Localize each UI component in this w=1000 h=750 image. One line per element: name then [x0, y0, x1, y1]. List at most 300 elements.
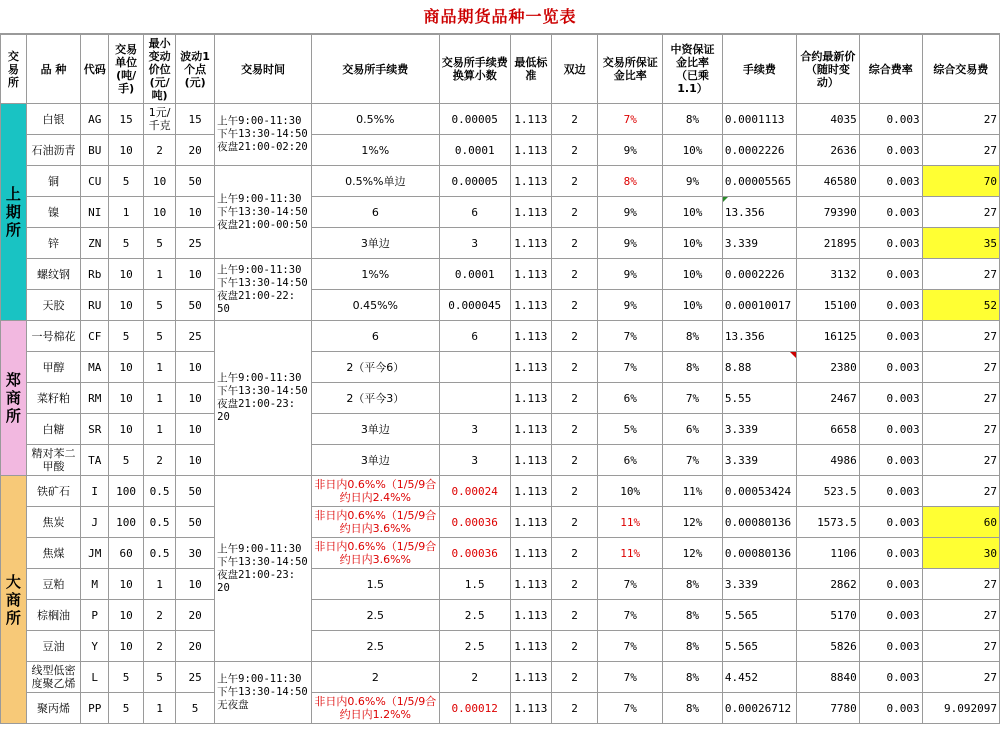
fee-cell[interactable]: 8.88	[722, 352, 796, 383]
code-cell[interactable]: ZN	[81, 228, 109, 259]
code-cell[interactable]: JM	[81, 538, 109, 569]
rate-cell[interactable]: 0.003	[859, 228, 922, 259]
exchange-fee-cell[interactable]: 2（平今6）	[311, 352, 439, 383]
name-cell[interactable]: 甲醇	[26, 352, 81, 383]
latest-price-cell[interactable]: 2467	[797, 383, 860, 414]
min-standard-cell[interactable]: 1.113	[510, 228, 551, 259]
exchange-fee-cell[interactable]: 非日内0.6%%（1/5/9合约日内2.4%%	[311, 476, 439, 507]
unit-cell[interactable]: 5	[109, 662, 144, 693]
total-fee-cell[interactable]: 27	[922, 445, 999, 476]
header-price[interactable]: 合约最新价（随时变动）	[797, 35, 860, 104]
exchange-margin-cell[interactable]: 9%	[598, 259, 663, 290]
header-total[interactable]: 综合交易费	[922, 35, 999, 104]
both-sides-cell[interactable]: 2	[551, 445, 597, 476]
tick-value-cell[interactable]: 10	[176, 383, 215, 414]
tick-cell[interactable]: 0.5	[144, 538, 176, 569]
min-standard-cell[interactable]: 1.113	[510, 290, 551, 321]
exchange-margin-cell[interactable]: 11%	[598, 538, 663, 569]
fee-cell[interactable]: 0.00053424	[722, 476, 796, 507]
latest-price-cell[interactable]: 2636	[797, 135, 860, 166]
header-exchange[interactable]: 交易所	[1, 35, 27, 104]
total-fee-cell[interactable]: 27	[922, 476, 999, 507]
fee-decimal-cell[interactable]: 6	[439, 197, 510, 228]
total-fee-cell[interactable]: 27	[922, 631, 999, 662]
both-sides-cell[interactable]: 2	[551, 507, 597, 538]
unit-cell[interactable]: 1	[109, 197, 144, 228]
rate-cell[interactable]: 0.003	[859, 445, 922, 476]
exchange-margin-cell[interactable]: 7%	[598, 693, 663, 724]
tick-cell[interactable]: 1	[144, 693, 176, 724]
fee-cell[interactable]: 0.00080136	[722, 538, 796, 569]
rate-cell[interactable]: 0.003	[859, 166, 922, 197]
code-cell[interactable]: AG	[81, 104, 109, 135]
exchange-fee-cell[interactable]: 2.5	[311, 631, 439, 662]
fee-decimal-cell[interactable]: 0.00036	[439, 538, 510, 569]
fee-decimal-cell[interactable]: 1.5	[439, 569, 510, 600]
tick-cell[interactable]: 5	[144, 321, 176, 352]
tick-value-cell[interactable]: 50	[176, 507, 215, 538]
rate-cell[interactable]: 0.003	[859, 414, 922, 445]
total-fee-cell[interactable]: 52	[922, 290, 999, 321]
zx-margin-cell[interactable]: 8%	[663, 321, 723, 352]
name-cell[interactable]: 菜籽粕	[26, 383, 81, 414]
both-sides-cell[interactable]: 2	[551, 321, 597, 352]
total-fee-cell[interactable]: 27	[922, 414, 999, 445]
latest-price-cell[interactable]: 1106	[797, 538, 860, 569]
tick-cell[interactable]: 5	[144, 290, 176, 321]
tick-cell[interactable]: 0.5	[144, 507, 176, 538]
min-standard-cell[interactable]: 1.113	[510, 197, 551, 228]
exchange-fee-cell[interactable]: 3单边	[311, 445, 439, 476]
unit-cell[interactable]: 10	[109, 383, 144, 414]
exchange-margin-cell[interactable]: 11%	[598, 507, 663, 538]
tick-value-cell[interactable]: 10	[176, 352, 215, 383]
name-cell[interactable]: 铁矿石	[26, 476, 81, 507]
exchange-fee-cell[interactable]: 6	[311, 321, 439, 352]
name-cell[interactable]: 线型低密度聚乙烯	[26, 662, 81, 693]
header-min-std[interactable]: 最低标准	[510, 35, 551, 104]
latest-price-cell[interactable]: 7780	[797, 693, 860, 724]
exchange-fee-cell[interactable]: 2	[311, 662, 439, 693]
latest-price-cell[interactable]: 5826	[797, 631, 860, 662]
exchange-margin-cell[interactable]: 7%	[598, 352, 663, 383]
both-sides-cell[interactable]: 2	[551, 197, 597, 228]
tick-value-cell[interactable]: 25	[176, 228, 215, 259]
rate-cell[interactable]: 0.003	[859, 631, 922, 662]
tick-cell[interactable]: 1	[144, 414, 176, 445]
zx-margin-cell[interactable]: 9%	[663, 166, 723, 197]
both-sides-cell[interactable]: 2	[551, 414, 597, 445]
both-sides-cell[interactable]: 2	[551, 662, 597, 693]
fee-decimal-cell[interactable]: 0.0001	[439, 135, 510, 166]
exchange-fee-cell[interactable]: 非日内0.6%%（1/5/9合约日内1.2%%	[311, 693, 439, 724]
latest-price-cell[interactable]: 4035	[797, 104, 860, 135]
total-fee-cell[interactable]: 27	[922, 569, 999, 600]
name-cell[interactable]: 豆粕	[26, 569, 81, 600]
fee-cell[interactable]: 0.00005565	[722, 166, 796, 197]
tick-cell[interactable]: 1元/千克	[144, 104, 176, 135]
both-sides-cell[interactable]: 2	[551, 383, 597, 414]
name-cell[interactable]: 石油沥青	[26, 135, 81, 166]
fee-cell[interactable]: 3.339	[722, 414, 796, 445]
fee-decimal-cell[interactable]: 0.000045	[439, 290, 510, 321]
both-sides-cell[interactable]: 2	[551, 228, 597, 259]
zx-margin-cell[interactable]: 7%	[663, 445, 723, 476]
name-cell[interactable]: 螺纹钢	[26, 259, 81, 290]
tick-cell[interactable]: 10	[144, 166, 176, 197]
exchange-margin-cell[interactable]: 7%	[598, 631, 663, 662]
tick-value-cell[interactable]: 50	[176, 476, 215, 507]
unit-cell[interactable]: 5	[109, 228, 144, 259]
fee-decimal-cell[interactable]: 3	[439, 228, 510, 259]
rate-cell[interactable]: 0.003	[859, 693, 922, 724]
fee-cell[interactable]: 4.452	[722, 662, 796, 693]
exchange-fee-cell[interactable]: 非日内0.6%%（1/5/9合约日内3.6%%	[311, 538, 439, 569]
rate-cell[interactable]: 0.003	[859, 662, 922, 693]
both-sides-cell[interactable]: 2	[551, 693, 597, 724]
fee-decimal-cell[interactable]: 0.00036	[439, 507, 510, 538]
min-standard-cell[interactable]: 1.113	[510, 414, 551, 445]
rate-cell[interactable]: 0.003	[859, 569, 922, 600]
tick-cell[interactable]: 1	[144, 352, 176, 383]
tick-cell[interactable]: 5	[144, 228, 176, 259]
exchange-fee-cell[interactable]: 6	[311, 197, 439, 228]
exchange-margin-cell[interactable]: 7%	[598, 569, 663, 600]
fee-decimal-cell[interactable]: 0.00005	[439, 104, 510, 135]
fee-decimal-cell[interactable]: 3	[439, 414, 510, 445]
code-cell[interactable]: Rb	[81, 259, 109, 290]
exchange-margin-cell[interactable]: 7%	[598, 662, 663, 693]
both-sides-cell[interactable]: 2	[551, 569, 597, 600]
latest-price-cell[interactable]: 1573.5	[797, 507, 860, 538]
name-cell[interactable]: 一号棉花	[26, 321, 81, 352]
latest-price-cell[interactable]: 79390	[797, 197, 860, 228]
exchange-fee-cell[interactable]: 2.5	[311, 600, 439, 631]
trading-time-cell[interactable]: 上午9:00-11:30 下午13:30-14:50 夜盘21:00-23: 20	[215, 321, 312, 476]
tick-value-cell[interactable]: 25	[176, 321, 215, 352]
name-cell[interactable]: 白银	[26, 104, 81, 135]
fee-cell[interactable]: 13.356	[722, 197, 796, 228]
rate-cell[interactable]: 0.003	[859, 259, 922, 290]
tick-cell[interactable]: 2	[144, 445, 176, 476]
latest-price-cell[interactable]: 523.5	[797, 476, 860, 507]
name-cell[interactable]: 焦煤	[26, 538, 81, 569]
zx-margin-cell[interactable]: 8%	[663, 569, 723, 600]
unit-cell[interactable]: 100	[109, 476, 144, 507]
min-standard-cell[interactable]: 1.113	[510, 321, 551, 352]
total-fee-cell[interactable]: 27	[922, 352, 999, 383]
tick-value-cell[interactable]: 50	[176, 166, 215, 197]
min-standard-cell[interactable]: 1.113	[510, 135, 551, 166]
name-cell[interactable]: 白糖	[26, 414, 81, 445]
header-time[interactable]: 交易时间	[215, 35, 312, 104]
both-sides-cell[interactable]: 2	[551, 538, 597, 569]
exchange-margin-cell[interactable]: 8%	[598, 166, 663, 197]
name-cell[interactable]: 镍	[26, 197, 81, 228]
unit-cell[interactable]: 10	[109, 600, 144, 631]
fee-cell[interactable]: 5.565	[722, 631, 796, 662]
unit-cell[interactable]: 10	[109, 352, 144, 383]
tick-value-cell[interactable]: 10	[176, 569, 215, 600]
trading-time-cell[interactable]: 上午9:00-11:30 下午13:30-14:50 夜盘21:00-00:50	[215, 166, 312, 259]
tick-value-cell[interactable]: 50	[176, 290, 215, 321]
rate-cell[interactable]: 0.003	[859, 104, 922, 135]
header-code[interactable]: 代码	[81, 35, 109, 104]
header-ex-margin[interactable]: 交易所保证金比率	[598, 35, 663, 104]
exchange-fee-cell[interactable]: 0.45%%	[311, 290, 439, 321]
zx-margin-cell[interactable]: 7%	[663, 383, 723, 414]
exchange-fee-cell[interactable]: 非日内0.6%%（1/5/9合约日内3.6%%	[311, 507, 439, 538]
min-standard-cell[interactable]: 1.113	[510, 104, 551, 135]
exchange-fee-cell[interactable]: 1%%	[311, 259, 439, 290]
fee-decimal-cell[interactable]: 2.5	[439, 600, 510, 631]
zx-margin-cell[interactable]: 10%	[663, 259, 723, 290]
rate-cell[interactable]: 0.003	[859, 600, 922, 631]
zx-margin-cell[interactable]: 12%	[663, 538, 723, 569]
both-sides-cell[interactable]: 2	[551, 290, 597, 321]
exchange-margin-cell[interactable]: 9%	[598, 290, 663, 321]
both-sides-cell[interactable]: 2	[551, 135, 597, 166]
tick-value-cell[interactable]: 30	[176, 538, 215, 569]
code-cell[interactable]: P	[81, 600, 109, 631]
code-cell[interactable]: Y	[81, 631, 109, 662]
latest-price-cell[interactable]: 2862	[797, 569, 860, 600]
zx-margin-cell[interactable]: 10%	[663, 197, 723, 228]
both-sides-cell[interactable]: 2	[551, 259, 597, 290]
fee-cell[interactable]: 3.339	[722, 569, 796, 600]
fee-cell[interactable]: 0.0002226	[722, 135, 796, 166]
unit-cell[interactable]: 10	[109, 135, 144, 166]
fee-decimal-cell[interactable]: 0.00024	[439, 476, 510, 507]
zx-margin-cell[interactable]: 8%	[663, 662, 723, 693]
unit-cell[interactable]: 100	[109, 507, 144, 538]
both-sides-cell[interactable]: 2	[551, 166, 597, 197]
rate-cell[interactable]: 0.003	[859, 538, 922, 569]
total-fee-cell[interactable]: 60	[922, 507, 999, 538]
both-sides-cell[interactable]: 2	[551, 104, 597, 135]
latest-price-cell[interactable]: 21895	[797, 228, 860, 259]
tick-value-cell[interactable]: 20	[176, 135, 215, 166]
exchange-fee-cell[interactable]: 0.5%%	[311, 104, 439, 135]
fee-decimal-cell[interactable]: 2.5	[439, 631, 510, 662]
tick-value-cell[interactable]: 5	[176, 693, 215, 724]
name-cell[interactable]: 精对苯二甲酸	[26, 445, 81, 476]
fee-decimal-cell[interactable]: 3	[439, 445, 510, 476]
rate-cell[interactable]: 0.003	[859, 383, 922, 414]
min-standard-cell[interactable]: 1.113	[510, 538, 551, 569]
code-cell[interactable]: SR	[81, 414, 109, 445]
unit-cell[interactable]: 5	[109, 693, 144, 724]
zx-margin-cell[interactable]: 10%	[663, 290, 723, 321]
total-fee-cell[interactable]: 35	[922, 228, 999, 259]
min-standard-cell[interactable]: 1.113	[510, 631, 551, 662]
zx-margin-cell[interactable]: 11%	[663, 476, 723, 507]
both-sides-cell[interactable]: 2	[551, 600, 597, 631]
unit-cell[interactable]: 60	[109, 538, 144, 569]
fee-decimal-cell[interactable]: 6	[439, 321, 510, 352]
fee-cell[interactable]: 0.0001113	[722, 104, 796, 135]
tick-cell[interactable]: 10	[144, 197, 176, 228]
exchange-fee-cell[interactable]: 1.5	[311, 569, 439, 600]
unit-cell[interactable]: 5	[109, 166, 144, 197]
exchange-margin-cell[interactable]: 9%	[598, 228, 663, 259]
fee-cell[interactable]: 0.00010017	[722, 290, 796, 321]
tick-value-cell[interactable]: 10	[176, 414, 215, 445]
min-standard-cell[interactable]: 1.113	[510, 600, 551, 631]
unit-cell[interactable]: 10	[109, 569, 144, 600]
header-ex-fee[interactable]: 交易所手续费	[311, 35, 439, 104]
exchange-cell-dce[interactable]: 大商所	[1, 476, 27, 724]
header-both[interactable]: 双边	[551, 35, 597, 104]
total-fee-cell[interactable]: 27	[922, 135, 999, 166]
min-standard-cell[interactable]: 1.113	[510, 507, 551, 538]
tick-value-cell[interactable]: 15	[176, 104, 215, 135]
fee-decimal-cell[interactable]	[439, 352, 510, 383]
zx-margin-cell[interactable]: 10%	[663, 135, 723, 166]
min-standard-cell[interactable]: 1.113	[510, 383, 551, 414]
exchange-margin-cell[interactable]: 7%	[598, 321, 663, 352]
fee-decimal-cell[interactable]	[439, 383, 510, 414]
name-cell[interactable]: 天胶	[26, 290, 81, 321]
total-fee-cell[interactable]: 27	[922, 600, 999, 631]
exchange-margin-cell[interactable]: 6%	[598, 445, 663, 476]
total-fee-cell[interactable]: 27	[922, 197, 999, 228]
zx-margin-cell[interactable]: 8%	[663, 352, 723, 383]
header-zx-margin[interactable]: 中资保证金比率（已乘1.1）	[663, 35, 723, 104]
trading-time-cell[interactable]: 上午9:00-11:30 下午13:30-14:50 夜盘21:00-22: 50	[215, 259, 312, 321]
unit-cell[interactable]: 5	[109, 445, 144, 476]
total-fee-cell[interactable]: 27	[922, 662, 999, 693]
name-cell[interactable]: 豆油	[26, 631, 81, 662]
exchange-margin-cell[interactable]: 5%	[598, 414, 663, 445]
tick-cell[interactable]: 2	[144, 631, 176, 662]
fee-cell[interactable]: 0.00080136	[722, 507, 796, 538]
unit-cell[interactable]: 10	[109, 414, 144, 445]
unit-cell[interactable]: 5	[109, 321, 144, 352]
total-fee-cell[interactable]: 30	[922, 538, 999, 569]
zx-margin-cell[interactable]: 8%	[663, 600, 723, 631]
exchange-margin-cell[interactable]: 7%	[598, 600, 663, 631]
code-cell[interactable]: NI	[81, 197, 109, 228]
header-unit[interactable]: 交易单位(吨/手)	[109, 35, 144, 104]
tick-value-cell[interactable]: 20	[176, 631, 215, 662]
exchange-margin-cell[interactable]: 9%	[598, 197, 663, 228]
header-ex-fee-decimal[interactable]: 交易所手续费换算小数	[439, 35, 510, 104]
fee-cell[interactable]: 3.339	[722, 445, 796, 476]
code-cell[interactable]: RM	[81, 383, 109, 414]
rate-cell[interactable]: 0.003	[859, 290, 922, 321]
total-fee-cell[interactable]: 27	[922, 321, 999, 352]
header-tick-value[interactable]: 波动1个点(元)	[176, 35, 215, 104]
name-cell[interactable]: 聚丙烯	[26, 693, 81, 724]
tick-value-cell[interactable]: 10	[176, 259, 215, 290]
fee-cell[interactable]: 5.55	[722, 383, 796, 414]
latest-price-cell[interactable]: 15100	[797, 290, 860, 321]
name-cell[interactable]: 棕榈油	[26, 600, 81, 631]
header-fee[interactable]: 手续费	[722, 35, 796, 104]
unit-cell[interactable]: 10	[109, 631, 144, 662]
fee-decimal-cell[interactable]: 2	[439, 662, 510, 693]
fee-cell[interactable]: 3.339	[722, 228, 796, 259]
latest-price-cell[interactable]: 6658	[797, 414, 860, 445]
unit-cell[interactable]: 10	[109, 290, 144, 321]
latest-price-cell[interactable]: 4986	[797, 445, 860, 476]
min-standard-cell[interactable]: 1.113	[510, 445, 551, 476]
latest-price-cell[interactable]: 2380	[797, 352, 860, 383]
code-cell[interactable]: I	[81, 476, 109, 507]
exchange-margin-cell[interactable]: 10%	[598, 476, 663, 507]
zx-margin-cell[interactable]: 6%	[663, 414, 723, 445]
fee-cell[interactable]: 5.565	[722, 600, 796, 631]
code-cell[interactable]: TA	[81, 445, 109, 476]
tick-cell[interactable]: 0.5	[144, 476, 176, 507]
code-cell[interactable]: L	[81, 662, 109, 693]
min-standard-cell[interactable]: 1.113	[510, 166, 551, 197]
total-fee-cell[interactable]: 27	[922, 259, 999, 290]
tick-value-cell[interactable]: 20	[176, 600, 215, 631]
zx-margin-cell[interactable]: 12%	[663, 507, 723, 538]
unit-cell[interactable]: 15	[109, 104, 144, 135]
latest-price-cell[interactable]: 8840	[797, 662, 860, 693]
code-cell[interactable]: RU	[81, 290, 109, 321]
exchange-fee-cell[interactable]: 3单边	[311, 414, 439, 445]
rate-cell[interactable]: 0.003	[859, 476, 922, 507]
both-sides-cell[interactable]: 2	[551, 476, 597, 507]
exchange-cell-shfe[interactable]: 上期所	[1, 104, 27, 321]
tick-cell[interactable]: 1	[144, 569, 176, 600]
tick-cell[interactable]: 1	[144, 259, 176, 290]
latest-price-cell[interactable]: 3132	[797, 259, 860, 290]
rate-cell[interactable]: 0.003	[859, 135, 922, 166]
rate-cell[interactable]: 0.003	[859, 352, 922, 383]
tick-cell[interactable]: 2	[144, 600, 176, 631]
zx-margin-cell[interactable]: 8%	[663, 104, 723, 135]
code-cell[interactable]: J	[81, 507, 109, 538]
total-fee-cell[interactable]: 70	[922, 166, 999, 197]
exchange-fee-cell[interactable]: 2（平今3）	[311, 383, 439, 414]
trading-time-cell[interactable]: 上午9:00-11:30 下午13:30-14:50 夜盘21:00-02:20	[215, 104, 312, 166]
rate-cell[interactable]: 0.003	[859, 507, 922, 538]
exchange-margin-cell[interactable]: 9%	[598, 135, 663, 166]
exchange-fee-cell[interactable]: 1%%	[311, 135, 439, 166]
rate-cell[interactable]: 0.003	[859, 321, 922, 352]
header-tick[interactable]: 最小变动价位(元/吨)	[144, 35, 176, 104]
latest-price-cell[interactable]: 5170	[797, 600, 860, 631]
zx-margin-cell[interactable]: 8%	[663, 693, 723, 724]
tick-cell[interactable]: 5	[144, 662, 176, 693]
tick-value-cell[interactable]: 10	[176, 445, 215, 476]
total-fee-cell[interactable]: 27	[922, 104, 999, 135]
exchange-fee-cell[interactable]: 0.5%%单边	[311, 166, 439, 197]
zx-margin-cell[interactable]: 10%	[663, 228, 723, 259]
code-cell[interactable]: MA	[81, 352, 109, 383]
min-standard-cell[interactable]: 1.113	[510, 476, 551, 507]
min-standard-cell[interactable]: 1.113	[510, 693, 551, 724]
code-cell[interactable]: BU	[81, 135, 109, 166]
exchange-fee-cell[interactable]: 3单边	[311, 228, 439, 259]
unit-cell[interactable]: 10	[109, 259, 144, 290]
min-standard-cell[interactable]: 1.113	[510, 352, 551, 383]
code-cell[interactable]: CF	[81, 321, 109, 352]
both-sides-cell[interactable]: 2	[551, 631, 597, 662]
min-standard-cell[interactable]: 1.113	[510, 569, 551, 600]
fee-cell[interactable]: 0.0002226	[722, 259, 796, 290]
tick-cell[interactable]: 1	[144, 383, 176, 414]
tick-value-cell[interactable]: 25	[176, 662, 215, 693]
min-standard-cell[interactable]: 1.113	[510, 662, 551, 693]
name-cell[interactable]: 锌	[26, 228, 81, 259]
rate-cell[interactable]: 0.003	[859, 197, 922, 228]
